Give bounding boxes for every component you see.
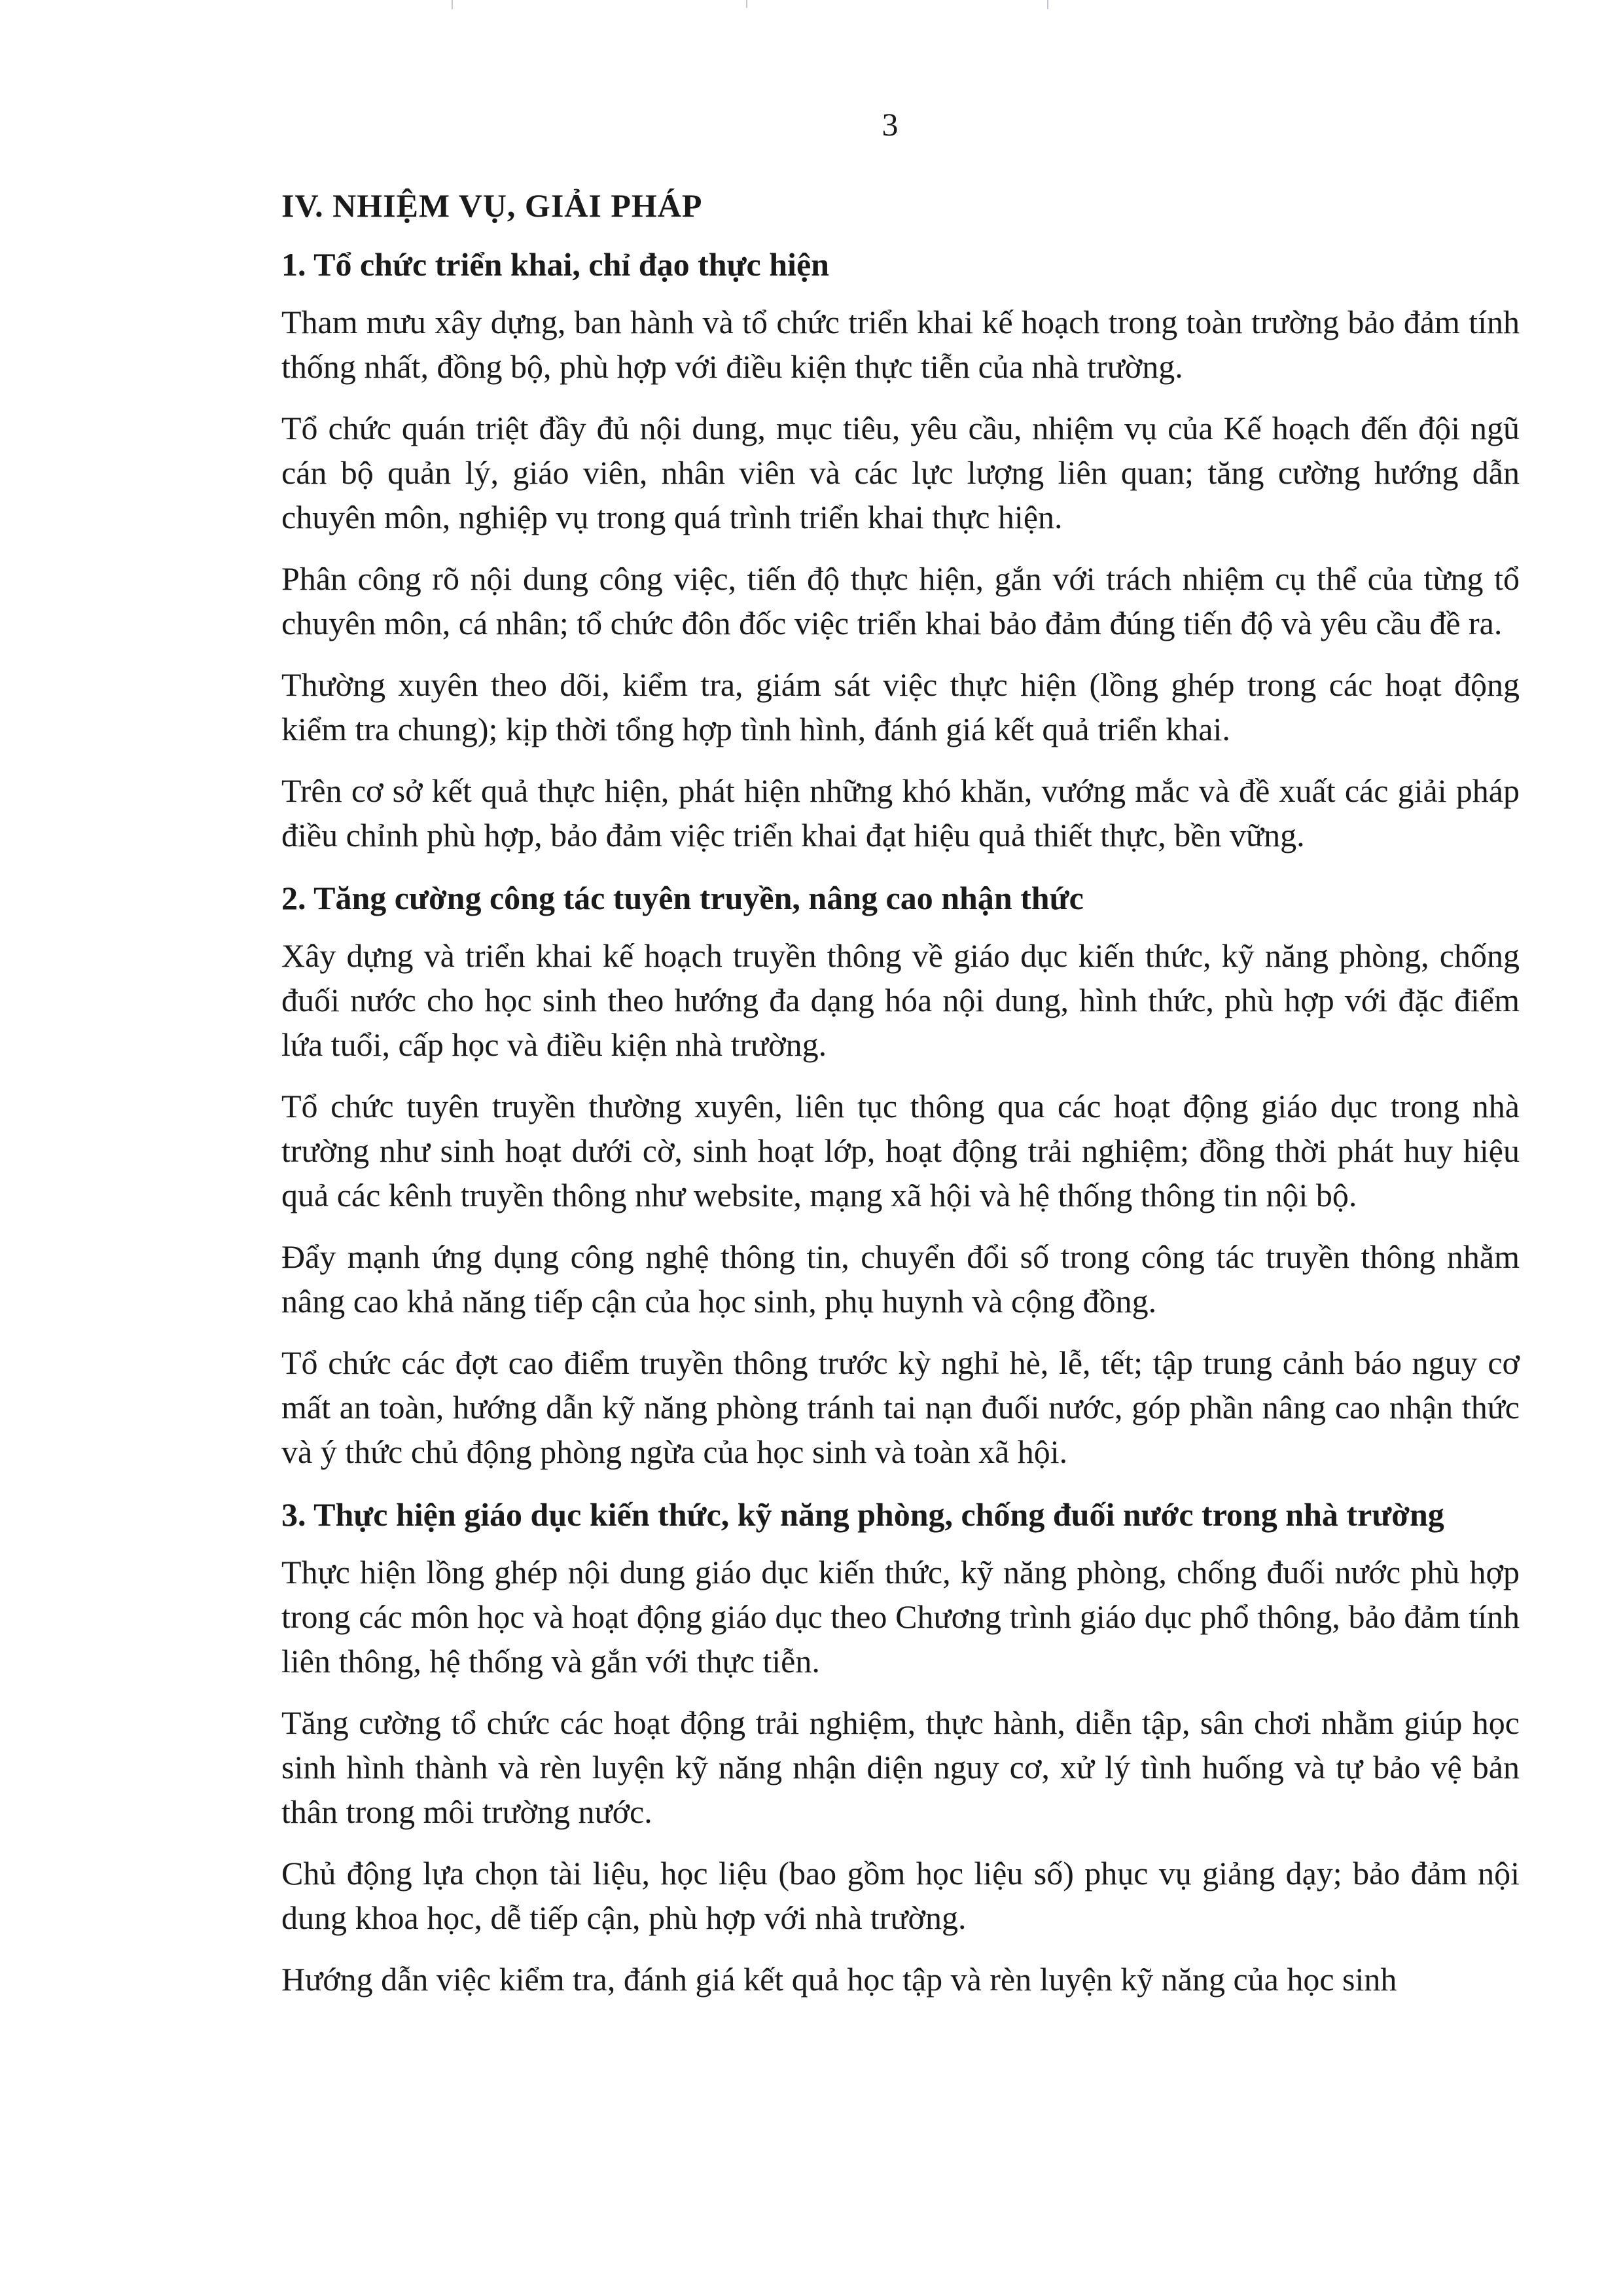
scan-mark-right: [1047, 0, 1048, 9]
paragraph: Tăng cường tổ chức các hoạt động trải nghiệm, thực hành, diễn tập, sân chơi nhằm giúp học sinh hình thành và rèn luyện kỹ năng nhận diện nguy cơ, xử lý tình huống và tự bảo vệ bản thân trong môi trường nước.: [281, 1704, 1520, 1830]
document-body: [281, 182, 1520, 2018]
paragraph: Hướng dẫn việc kiểm tra, đánh giá kết quả học tập và rèn luyện kỹ năng của học sinh: [281, 1961, 1397, 1998]
subsection-heading-1: 1. Tổ chức triển khai, chỉ đạo thực hiện: [281, 246, 829, 283]
paragraph: Trên cơ sở kết quả thực hiện, phát hiện những khó khăn, vướng mắc và đề xuất các giải pháp điều chỉnh phù hợp, bảo đảm việc triển khai đạt hiệu quả thiết thực, bền vững.: [281, 772, 1520, 853]
scan-mark-left: [452, 0, 453, 9]
paragraph: Tham mưu xây dựng, ban hành và tổ chức triển khai kế hoạch trong toàn trường bảo đảm tính thống nhất, đồng bộ, phù hợp với điều kiện thực tiễn của nhà trường.: [281, 304, 1520, 385]
paragraph: Chủ động lựa chọn tài liệu, học liệu (bao gồm học liệu số) phục vụ giảng dạy; bảo đảm nội dung khoa học, dễ tiếp cận, phù hợp với nhà trường.: [281, 1855, 1520, 1936]
subsection-heading-3: 3. Thực hiện giáo dục kiến thức, kỹ năng phòng, chống đuối nước trong nhà trường: [281, 1496, 1444, 1533]
paragraph: Thực hiện lồng ghép nội dung giáo dục kiến thức, kỹ năng phòng, chống đuối nước phù hợp trong các môn học và hoạt động giáo dục theo Chương trình giáo dục phổ thông, bảo đảm tính liên thông, hệ thống và gắn với thực tiễn.: [281, 1554, 1520, 1679]
paragraph: Phân công rõ nội dung công việc, tiến độ thực hiện, gắn với trách nhiệm cụ thể của từng tổ chuyên môn, cá nhân; tổ chức đôn đốc việc triển khai bảo đảm đúng tiến độ và yêu cầu đề ra.: [281, 560, 1520, 641]
paragraph: Thường xuyên theo dõi, kiểm tra, giám sát việc thực hiện (lồng ghép trong các hoạt động kiểm tra chung); kịp thời tổng hợp tình hình, đánh giá kết quả triển khai.: [281, 666, 1520, 747]
paragraph: Tổ chức tuyên truyền thường xuyên, liên tục thông qua các hoạt động giáo dục trong nhà trường như sinh hoạt dưới cờ, sinh hoạt lớp, hoạt động trải nghiệm; đồng thời phát huy hiệu quả các kênh truyền thông như website, mạng xã hội và hệ thống thông tin nội bộ.: [281, 1088, 1520, 1213]
paragraph: Xây dựng và triển khai kế hoạch truyền thông về giáo dục kiến thức, kỹ năng phòng, chống đuối nước cho học sinh theo hướng đa dạng hóa nội dung, hình thức, phù hợp với đặc điểm lứa tuổi, cấp học và điều kiện nhà trường.: [281, 937, 1520, 1063]
page-number: 3: [882, 106, 899, 143]
subsection-heading-2: 2. Tăng cường công tác tuyên truyền, nâng cao nhận thức: [281, 880, 1084, 916]
paragraph: Tổ chức quán triệt đầy đủ nội dung, mục tiêu, yêu cầu, nhiệm vụ của Kế hoạch đến đội ngũ cán bộ quản lý, giáo viên, nhân viên và các lực lượng liên quan; tăng cường hướng dẫn chuyên môn, nghiệp vụ trong quá trình triển khai thực hiện.: [281, 410, 1520, 535]
paragraph: Tổ chức các đợt cao điểm truyền thông trước kỳ nghỉ hè, lễ, tết; tập trung cảnh báo nguy cơ mất an toàn, hướng dẫn kỹ năng phòng tránh tai nạn đuối nước, góp phần nâng cao nhận thức và ý thức chủ động phòng ngừa của học sinh và toàn xã hội.: [281, 1344, 1520, 1470]
scan-mark-center: [746, 0, 747, 8]
paragraph: Đẩy mạnh ứng dụng công nghệ thông tin, chuyển đổi số trong công tác truyền thông nhằm nâng cao khả năng tiếp cận của học sinh, phụ huynh và cộng đồng.: [281, 1238, 1520, 1319]
section-heading-iv: IV. NHIỆM VỤ, GIẢI PHÁP: [281, 187, 703, 224]
